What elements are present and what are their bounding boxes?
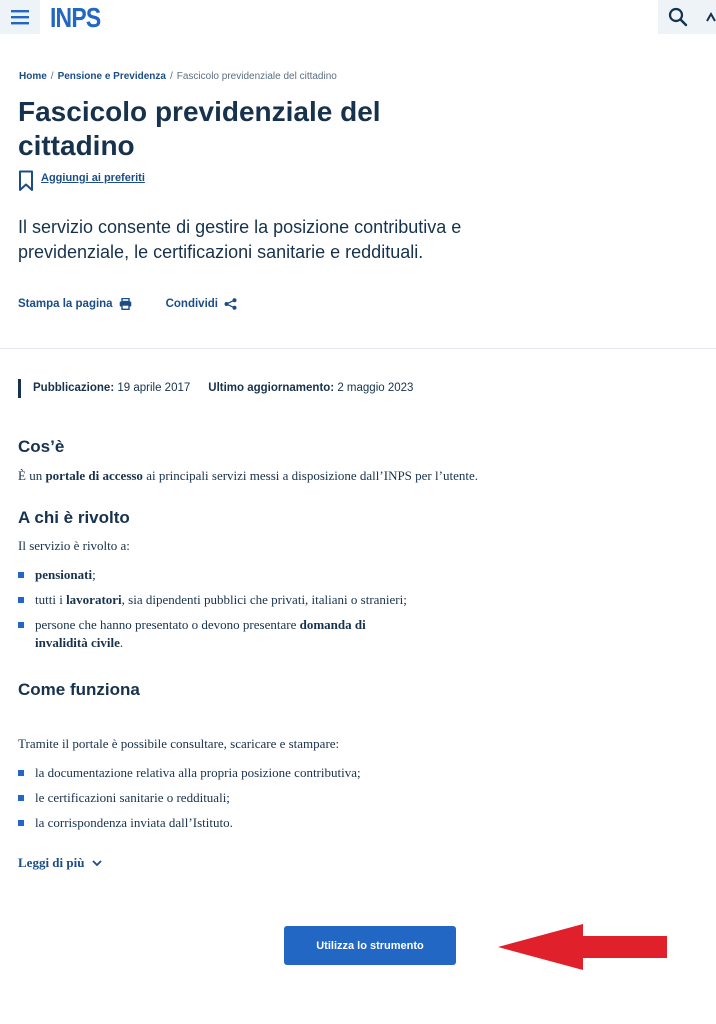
breadcrumb-separator: / <box>50 71 54 82</box>
chevron-down-icon <box>92 860 102 867</box>
section-heading-cose: Cos’è <box>18 437 65 456</box>
page-actions <box>18 298 237 310</box>
menu-button[interactable] <box>0 0 40 34</box>
funziona-intro: Tramite il portale è possibile consultare, scaricare e stampare: <box>18 736 340 751</box>
rivolto-item3-bold1: domanda di <box>299 617 366 632</box>
rivolto-item1-after: ; <box>92 567 96 582</box>
rivolto-item3-after: . <box>119 635 124 650</box>
add-to-favorites-label[interactable]: Aggiungi ai preferiti <box>41 172 145 184</box>
read-more-button[interactable] <box>18 855 102 871</box>
search-icon <box>668 7 688 27</box>
list-item <box>18 566 407 584</box>
cose-text-before: È un <box>18 468 46 483</box>
rivolto-item2-bold: lavoratori <box>66 592 122 607</box>
list-item: le certificazioni sanitarie o reddituali; <box>18 789 361 807</box>
print-page-label: Stampa la pagina <box>18 298 113 310</box>
list-item <box>18 591 407 609</box>
publication-info <box>18 379 413 398</box>
breadcrumb-separator: / <box>169 71 173 82</box>
cose-text-bold: portale di accesso <box>45 468 143 483</box>
red-arrow-annotation <box>495 922 669 972</box>
printer-icon <box>119 298 132 310</box>
rivolto-item3-before: persone che hanno presentato o devono presentare <box>35 617 300 632</box>
list-item: la corrispondenza inviata dall’Istituto. <box>18 814 361 832</box>
user-icon[interactable] <box>706 10 716 22</box>
breadcrumb <box>19 71 337 82</box>
intro-line1: Il servizio consente di gestire la posizione contributiva e <box>18 217 462 237</box>
page-title-line2: cittadino <box>18 130 135 161</box>
published-label: Pubblicazione: <box>33 382 115 394</box>
list-item: la documentazione relativa alla propria posizione contributiva; <box>18 764 361 782</box>
use-tool-button[interactable]: Utilizza lo strumento <box>284 926 456 965</box>
intro-line2: previdenziale, le certificazioni sanitarie e reddituali. <box>18 242 424 262</box>
print-page-button[interactable] <box>18 298 132 310</box>
breadcrumb-home[interactable]: Home <box>19 71 47 82</box>
cose-text <box>18 468 478 484</box>
funziona-list <box>18 764 361 832</box>
page-title <box>18 95 438 163</box>
updated-date: 2 maggio 2023 <box>337 382 414 394</box>
search-button[interactable] <box>658 0 716 34</box>
inps-logo[interactable]: INPS <box>50 2 101 33</box>
section-divider <box>0 348 716 349</box>
section-heading-rivolto: A chi è rivolto <box>18 508 130 527</box>
share-button[interactable] <box>166 298 237 310</box>
published-date: 19 aprile 2017 <box>117 382 191 394</box>
rivolto-item2-before: tutti i <box>35 592 67 607</box>
add-to-favorites[interactable] <box>18 170 145 192</box>
updated-label: Ultimo aggiornamento: <box>208 382 335 394</box>
rivolto-item1-bold: pensionati <box>35 567 93 582</box>
page-title-line1: Fascicolo previdenziale del <box>18 96 381 127</box>
read-more-label: Leggi di più <box>18 855 85 870</box>
rivolto-intro: Il servizio è rivolto a: <box>18 538 130 553</box>
cose-text-after: ai principali servizi messi a disposizione dall’INPS per l’utente. <box>142 468 478 483</box>
breadcrumb-pensione[interactable]: Pensione e Previdenza <box>57 71 166 82</box>
list-item <box>18 616 407 652</box>
hamburger-icon <box>11 9 29 25</box>
rivolto-item3-bold2: invalidità civile <box>35 635 120 650</box>
share-label: Condividi <box>165 298 218 310</box>
service-intro <box>18 215 498 265</box>
bookmark-icon <box>18 170 34 192</box>
rivolto-item2-after: , sia dipendenti pubblici che privati, italiani o stranieri; <box>121 592 407 607</box>
site-header <box>0 0 716 36</box>
breadcrumb-current: Fascicolo previdenziale del cittadino <box>176 71 337 82</box>
share-icon <box>224 298 237 310</box>
section-heading-funziona: Come funziona <box>18 680 140 699</box>
rivolto-list <box>18 566 407 652</box>
